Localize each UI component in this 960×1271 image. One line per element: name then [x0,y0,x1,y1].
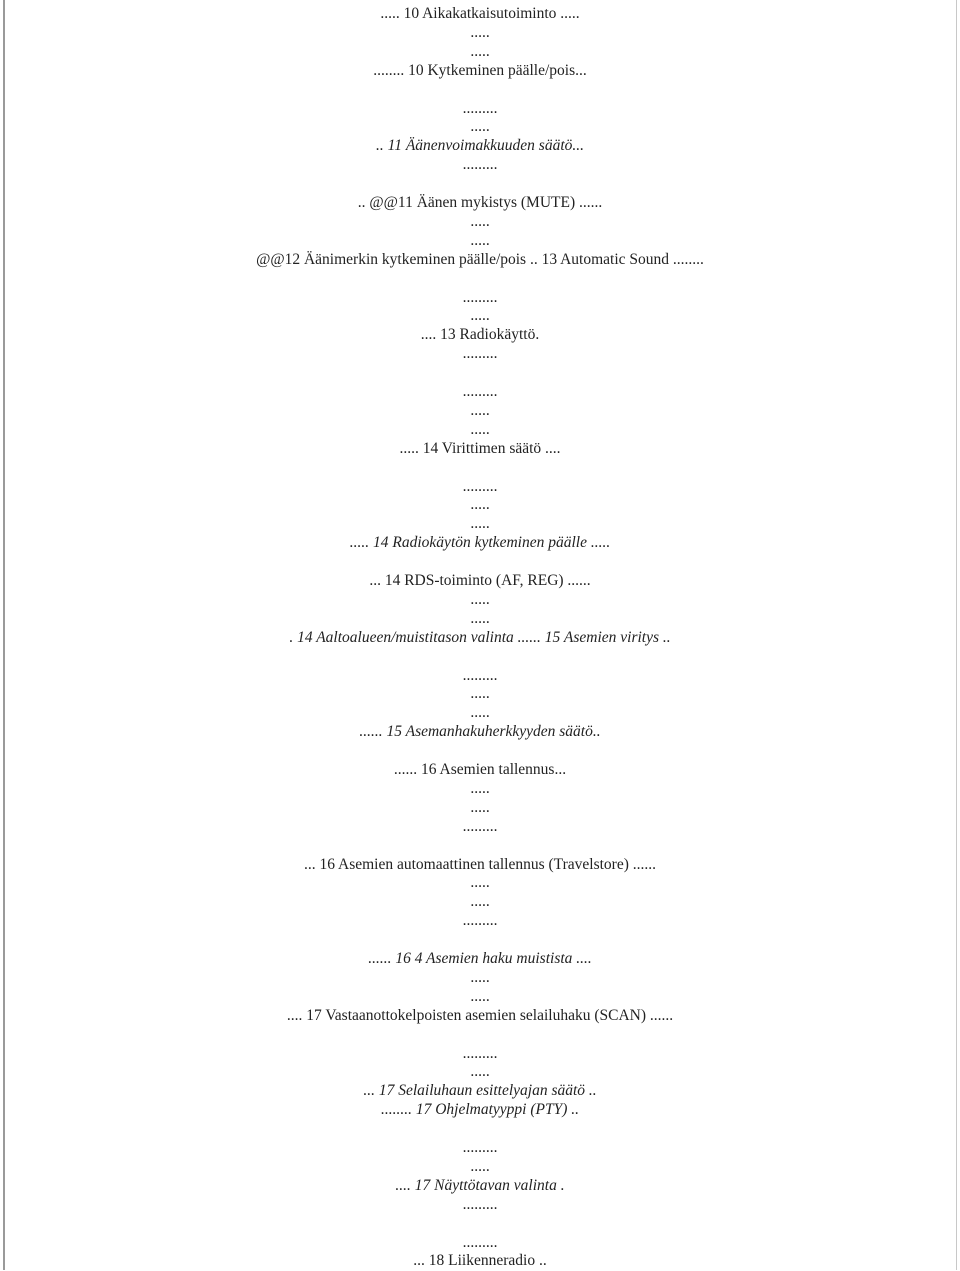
toc-line: ..... [470,893,490,911]
toc-line: ..... [470,779,490,797]
toc-line: ..... [470,968,490,986]
toc-line: ......... [462,477,498,495]
toc-line: ..... [470,1157,490,1175]
toc-line: ... 16 Asemien automaattinen tallennus (Travelstore) ...... [304,855,656,873]
toc-line: ...... 16 Asemien tallennus... [393,761,567,778]
toc-line: ..... [470,42,490,60]
toc-line: ..... [470,496,490,514]
toc-line: ......... [462,156,498,174]
toc-line: ..... 10 Aikakatkaisutoiminto ..... [380,5,580,22]
toc-line: .. @@11 Äänen mykistys (MUTE) ...... [357,194,603,211]
toc-line: ......... [462,1195,498,1213]
toc-line: ..... [470,515,490,533]
toc-line: @@12 Äänimerkin kytkeminen päälle/pois .. 13 Automatic Sound ........ [256,250,704,268]
toc-line: ..... [470,118,490,136]
toc-line: .... 17 Näyttötavan valinta . [395,1176,565,1194]
toc-line: ........ 10 Kytkeminen päälle/pois... [373,61,587,79]
toc-line: ..... 14 Virittimen säätö .... [399,439,561,457]
toc-line: ...... 15 Asemanhakuherkkyyden säätö.. [359,723,601,741]
toc-line: .... 13 Radiokäyttö. [420,326,540,344]
toc-line: ...... 16 4 Asemien haku muistista .... [368,950,592,967]
toc-line: ..... [470,1063,490,1081]
toc-line: ......... [462,912,498,930]
toc-line: ..... [470,685,490,703]
toc-line: .. 11 Äänenvoimakkuuden säätö... [375,137,585,155]
toc-line: ......... [462,1044,498,1062]
toc-line: ......... [462,817,498,835]
toc-line: ..... [470,307,490,325]
toc-line: ......... [462,99,498,117]
toc-line: .... 17 Vastaanottokelpoisten asemien selailuhaku (SCAN) ...... [286,1006,674,1024]
toc-line: ..... [470,231,490,249]
toc-line: ......... [462,345,498,363]
toc-line: ... 17 Selailuhaun esittelyajan säätö .. [363,1082,597,1100]
toc-line: ......... [462,288,498,306]
toc-line: ..... [470,874,490,892]
toc-line: ......... [462,666,498,684]
toc-line: ..... [470,987,490,1005]
toc-line: ......... [462,383,498,400]
toc-line: ........ 17 Ohjelmatyyppi (PTY) .. [380,1101,580,1119]
toc-line: ..... [470,704,490,722]
toc-line: . 14 Aaltoalueen/muistitason valinta ...... 15 Asemien viritys .. [289,628,671,646]
toc-line: ..... [470,401,490,419]
toc-line: ......... [462,1233,498,1251]
toc-line: ..... [470,212,490,230]
toc-line: ..... 14 Radiokäytön kytkeminen päälle ..... [349,534,611,552]
toc-line: ..... [470,23,490,41]
toc-line: ..... [470,420,490,438]
toc-line: ......... [462,1139,498,1156]
toc-line: ... 18 Liikenneradio .. [413,1252,547,1270]
toc-line: ..... [470,590,490,608]
toc-line: ... 14 RDS-toiminto (AF, REG) ...... [369,572,591,589]
toc-line: ..... [470,609,490,627]
toc-line: ..... [470,798,490,816]
